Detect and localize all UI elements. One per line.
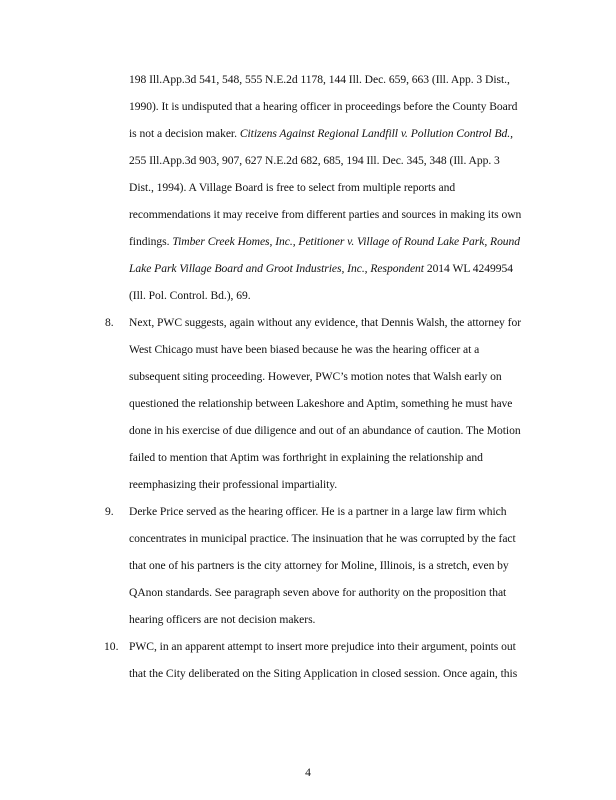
text-line	[129, 262, 513, 276]
text-line: PWC, in an apparent attempt to insert more prejudice into their argument, points out	[129, 640, 516, 653]
case-citation: Citizens Against Regional Landfill v. Pollution Control Bd.,	[239, 127, 513, 140]
paragraph-number: 10.	[104, 640, 119, 653]
text-line: Dist., 1994). A Village Board is free to select from multiple reports and	[129, 181, 456, 194]
text-line: that the City deliberated on the Siting Application in closed session. Once again, this	[129, 667, 518, 680]
text-line: hearing officers are not decision makers.	[129, 613, 316, 626]
text-line	[129, 127, 513, 141]
text-line: that one of his partners is the city attorney for Moline, Illinois, is a stretch, even by	[129, 559, 509, 572]
text-run: findings.	[129, 235, 173, 248]
paragraph-number: 8.	[105, 316, 114, 329]
text-line: failed to mention that Aptim was forthright in explaining the relationship and	[129, 451, 483, 464]
text-run: is not a decision maker.	[129, 127, 240, 140]
case-citation: Timber Creek Homes, Inc., Petitioner v. Village of Round Lake Park, Round	[172, 235, 521, 248]
text-line: (Ill. Pol. Control. Bd.), 69.	[129, 289, 251, 302]
paragraph-number: 9.	[105, 505, 114, 518]
text-line: done in his exercise of due diligence and out of an abundance of caution. The Motion	[129, 424, 521, 437]
text-run: 2014 WL 4249954	[423, 262, 514, 275]
text-line: Derke Price served as the hearing officer. He is a partner in a large law firm which	[129, 505, 507, 518]
text-line: subsequent siting proceeding. However, PWC’s motion notes that Walsh early on	[129, 370, 502, 383]
text-line: 1990). It is undisputed that a hearing officer in proceedings before the County Board	[129, 100, 518, 113]
text-line: reemphasizing their professional impartiality.	[129, 478, 338, 491]
text-line: concentrates in municipal practice. The insinuation that he was corrupted by the fact	[129, 532, 516, 545]
text-line: 198 Ill.App.3d 541, 548, 555 N.E.2d 1178, 144 Ill. Dec. 659, 663 (Ill. App. 3 Dist.,	[129, 73, 510, 86]
case-citation: Lake Park Village Board and Groot Industries, Inc., Respondent	[129, 262, 424, 275]
text-line: Next, PWC suggests, again without any evidence, that Dennis Walsh, the attorney for	[129, 316, 522, 329]
text-line: West Chicago must have been biased because he was the hearing officer at a	[129, 343, 480, 356]
text-line: 255 Ill.App.3d 903, 907, 627 N.E.2d 682, 685, 194 Ill. Dec. 345, 348 (Ill. App. 3	[129, 154, 500, 167]
text-line	[129, 235, 520, 249]
page-number: 4	[305, 766, 311, 779]
text-line: questioned the relationship between Lakeshore and Aptim, something he must have	[129, 397, 513, 410]
text-line: recommendations it may receive from different parties and sources in making its own	[129, 208, 522, 221]
text-line: QAnon standards. See paragraph seven above for authority on the proposition that	[129, 586, 507, 599]
